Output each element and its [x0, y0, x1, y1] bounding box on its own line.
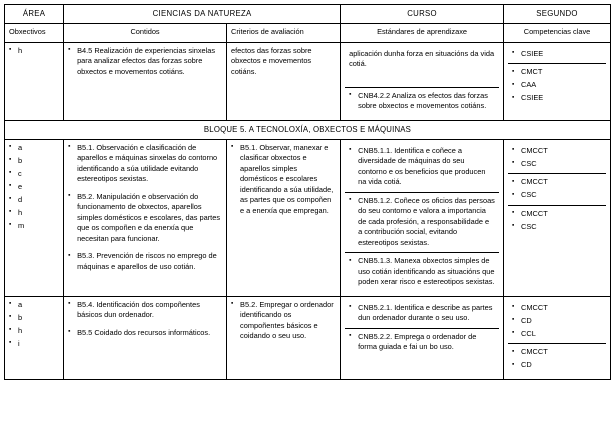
cell-standards — [341, 139, 504, 296]
table-row — [5, 296, 611, 379]
cell-contents — [64, 139, 227, 296]
cell-contents — [64, 42, 227, 120]
list-item: ▪ m — [9, 221, 59, 232]
list-item: ▪ B5.3. Prevención de riscos no emprego de máquinas e aparellos de uso cotián. — [68, 251, 222, 272]
list-item: ▪ CSC — [512, 159, 602, 170]
competence-group — [508, 344, 606, 375]
list-item: ▪ e — [9, 182, 59, 193]
list-item: ▪ B4.5 Realización de experiencias sinxelas para analizar efectos das forzas sobre obxectos e movementos cotiáns. — [68, 46, 222, 78]
cell-criteria — [227, 139, 341, 296]
list-item: ▪ CMCCT — [512, 347, 602, 358]
table-header-row — [5, 5, 611, 24]
list-item: ▪ d — [9, 195, 59, 206]
list-item: ▪ CNB5.1.3. Manexa obxectos simples de uso cotián identificando as situacións que poden xerar risco e estereotipos sexistas. — [349, 256, 495, 288]
list-item: ▪ B5.1. Observación e clasificación de aparellos e máquinas sinxelas do contorno identificando a súa utilidade evitando estereotipos sexistas. — [68, 143, 222, 185]
competence-group — [508, 46, 606, 65]
list-item: ▪ CNB5.2.2. Emprega o ordenador de forma guiada e fai un bo uso. — [349, 332, 495, 353]
block-title: BLOQUE 5. A TECNOLOXÍA, OBXECTOS E MÁQUINAS — [5, 120, 611, 139]
list-item: ▪ c — [9, 169, 59, 180]
list-item: ▪ CD — [512, 360, 602, 371]
column-header-contents: Contidos — [64, 24, 227, 43]
list-item: ▪ B5.2. Empregar o ordenador identificando os compoñentes básicos e coidando o seu uso. — [231, 300, 336, 342]
cell-objectives — [5, 296, 64, 379]
table-row — [5, 139, 611, 296]
list-item: ▪ CMCT — [512, 67, 602, 78]
objectives-list — [9, 46, 59, 57]
list-item: ▪ CNB5.2.1. Identifica e describe as partes dun ordenador durante o seu uso. — [349, 303, 495, 324]
cell-competences — [504, 139, 611, 296]
header-area: ÁREA — [5, 5, 64, 24]
list-item: ▪ h — [9, 326, 59, 337]
list-item: ▪ CMCCT — [512, 209, 602, 220]
header-level: SEGUNDO — [504, 5, 611, 24]
list-item: ▪ h — [9, 208, 59, 219]
standard-item — [345, 193, 499, 254]
standard-item — [345, 253, 499, 292]
objectives-list — [9, 143, 59, 232]
standard-item — [345, 300, 499, 329]
contents-list — [68, 46, 222, 78]
list-item: ▪ CMCCT — [512, 146, 602, 157]
header-subject: CIENCIAS DA NATUREZA — [64, 5, 341, 24]
table-row — [5, 42, 611, 120]
cell-contents — [64, 296, 227, 379]
cell-standards — [341, 296, 504, 379]
standard-item — [345, 46, 499, 88]
criteria-list — [231, 143, 336, 217]
column-header-competences: Competencias clave — [504, 24, 611, 43]
list-item: ▪ i — [9, 339, 59, 350]
competence-group — [508, 206, 606, 237]
cell-criteria — [227, 296, 341, 379]
list-item: ▪ CNB5.1.2. Coñece os oficios das persoas do seu contorno e valora a importancia de cada profesión, a responsabilidade e a contribución social, evitando estereotipos sexistas. — [349, 196, 495, 249]
list-item: ▪ CSC — [512, 222, 602, 233]
criteria-continuation-text: efectos das forzas sobre obxectos e movementos cotiáns. — [231, 45, 312, 76]
list-item: ▪ b — [9, 156, 59, 167]
cell-objectives — [5, 42, 64, 120]
contents-list — [68, 300, 222, 339]
list-item: ▪ h — [9, 46, 59, 57]
list-item: ▪ CAA — [512, 80, 602, 91]
standard-text: aplicación dunha forza en situacións da vida cotiá. — [349, 48, 495, 69]
cell-criteria — [227, 42, 341, 120]
column-header-objectives: Obxectivos — [5, 24, 64, 43]
cell-competences — [504, 42, 611, 120]
list-item: ▪ B5.5 Coidado dos recursos informáticos. — [68, 328, 222, 339]
cell-standards — [341, 42, 504, 120]
standard-item — [345, 88, 499, 116]
list-item: ▪ a — [9, 300, 59, 311]
column-header-row — [5, 24, 611, 43]
competence-group — [508, 64, 606, 108]
list-item: ▪ a — [9, 143, 59, 154]
list-item: ▪ B5.4. Identificación dos compoñentes básicos dun ordenador. — [68, 300, 222, 321]
block-title-row — [5, 120, 611, 139]
list-item: ▪ CSC — [512, 190, 602, 201]
cell-objectives — [5, 139, 64, 296]
list-item: ▪ CSIEE — [512, 49, 602, 60]
cell-competences — [504, 296, 611, 379]
objectives-list — [9, 300, 59, 350]
column-header-criteria: Criterios de avaliación — [227, 24, 341, 43]
competence-group — [508, 300, 606, 345]
standard-item — [345, 143, 499, 193]
competence-group — [508, 174, 606, 206]
criteria-list — [231, 300, 336, 342]
contents-list — [68, 143, 222, 273]
list-item: ▪ CD — [512, 316, 602, 327]
column-header-standards: Estándares de aprendizaxe — [341, 24, 504, 43]
header-course: CURSO — [341, 5, 504, 24]
list-item: ▪ B5.2. Manipulación e observación do funcionamento de obxectos, aparellos simples domésticos e escolares, das partes que os compoñen e da enerxía que necesitan para funcionar. — [68, 192, 222, 245]
list-item: ▪ CCL — [512, 329, 602, 340]
list-item: ▪ CMCCT — [512, 303, 602, 314]
list-item: ▪ CNB4.2.2 Analiza os efectos das forzas sobre obxectos e movementos cotiáns. — [349, 91, 495, 112]
list-item: ▪ b — [9, 313, 59, 324]
list-item: ▪ CSIEE — [512, 93, 602, 104]
list-item: ▪ CNB5.1.1. Identifica e coñece a diversidade de máquinas do seu contorno e os beneficios que producen na vida cotiá. — [349, 146, 495, 188]
competence-group — [508, 143, 606, 175]
list-item: ▪ CMCCT — [512, 177, 602, 188]
standard-item — [345, 329, 499, 357]
list-item: ▪ B5.1. Observar, manexar e clasificar obxectos e aparellos simples domésticos e escolares identificando a súa utilidade, as partes que os compoñen e a enerxía que empregan. — [231, 143, 336, 217]
curriculum-table — [4, 4, 611, 380]
